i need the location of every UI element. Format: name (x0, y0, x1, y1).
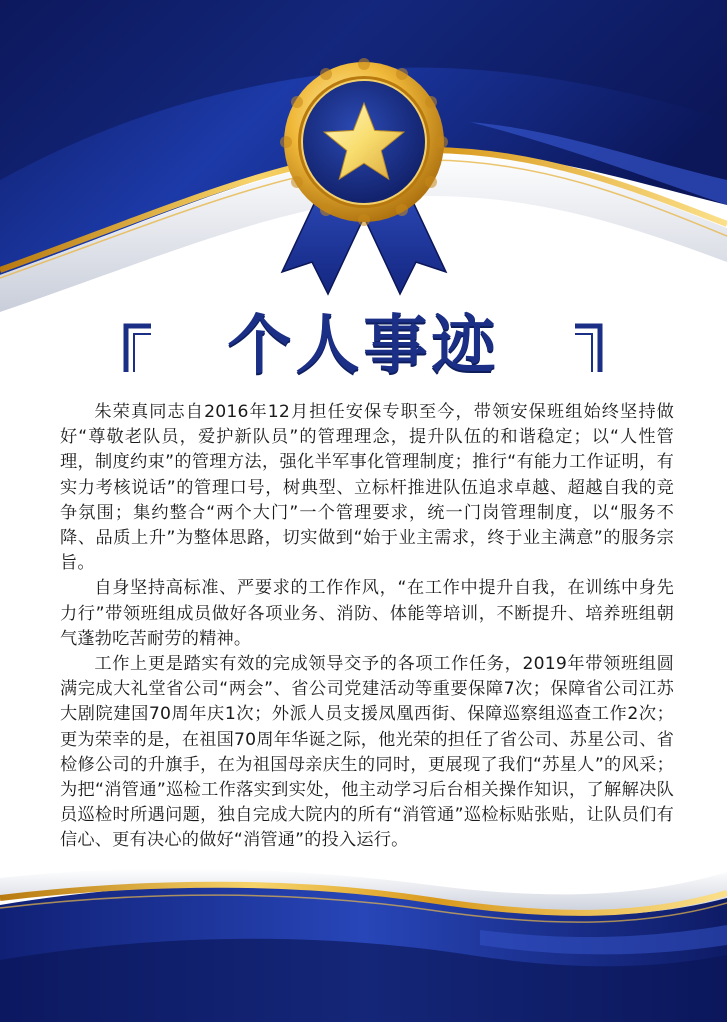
paragraph-1: 朱荣真同志自2016年12月担任安保专职至今，带领安保班组始终坚持做好“尊敬老队员，爱护新队员”的管理理念，提升队伍的和谐稳定；以“人性管理，制度约束”的管理方法，强化半军事化管理制度；推行“有能力工作证明，有实力考核说话”的管理口号，树典型、立标杆推进队伍追求卓越、超越自我的竞争氛围；集约整合“两个大门”一个管理要求，统一门岗管理制度，以“服务不降、品质上升”为整体思路，切实做到“始于业主需求，终于业主满意”的服务宗旨。 (60, 402, 674, 574)
title-area (0, 306, 727, 386)
paragraph-2: 自身坚持高标准、严要求的工作作风，“在工作中提升自我，在训练中身先力行”带领班组成员做好各项业务、消防、体能等培训，不断提升、培养班组朝气蓬勃吃苦耐劳的精神。 (60, 578, 674, 649)
paragraph-3: 工作上更是踏实有效的完成领导交予的各项工作任务，2019年带领班组圆满完成大礼堂省公司“两会”、省公司党建活动等重要保障7次；保障省公司江苏大剧院建国70周年庆1次；外派人员支援凤凰西街、保障巡察组巡查工作2次；更为荣幸的是，在祖国70周年华诞之际，他光荣的担任了省公司、苏星公司、省检修公司的升旗手，在为祖国母亲庆生的同时，更展现了我们“苏星人”的风采；为把“消管通”巡检工作落实到实处，他主动学习后台相关操作知识，了解解决队员巡检时所遇问题，独自完成大院内的所有“消管通”巡检标贴张贴，让队员们有信心、更有决心的做好“消管通”的投入运行。 (60, 654, 674, 851)
page-title: 个人事迹 (227, 309, 500, 383)
body-text (60, 400, 674, 854)
